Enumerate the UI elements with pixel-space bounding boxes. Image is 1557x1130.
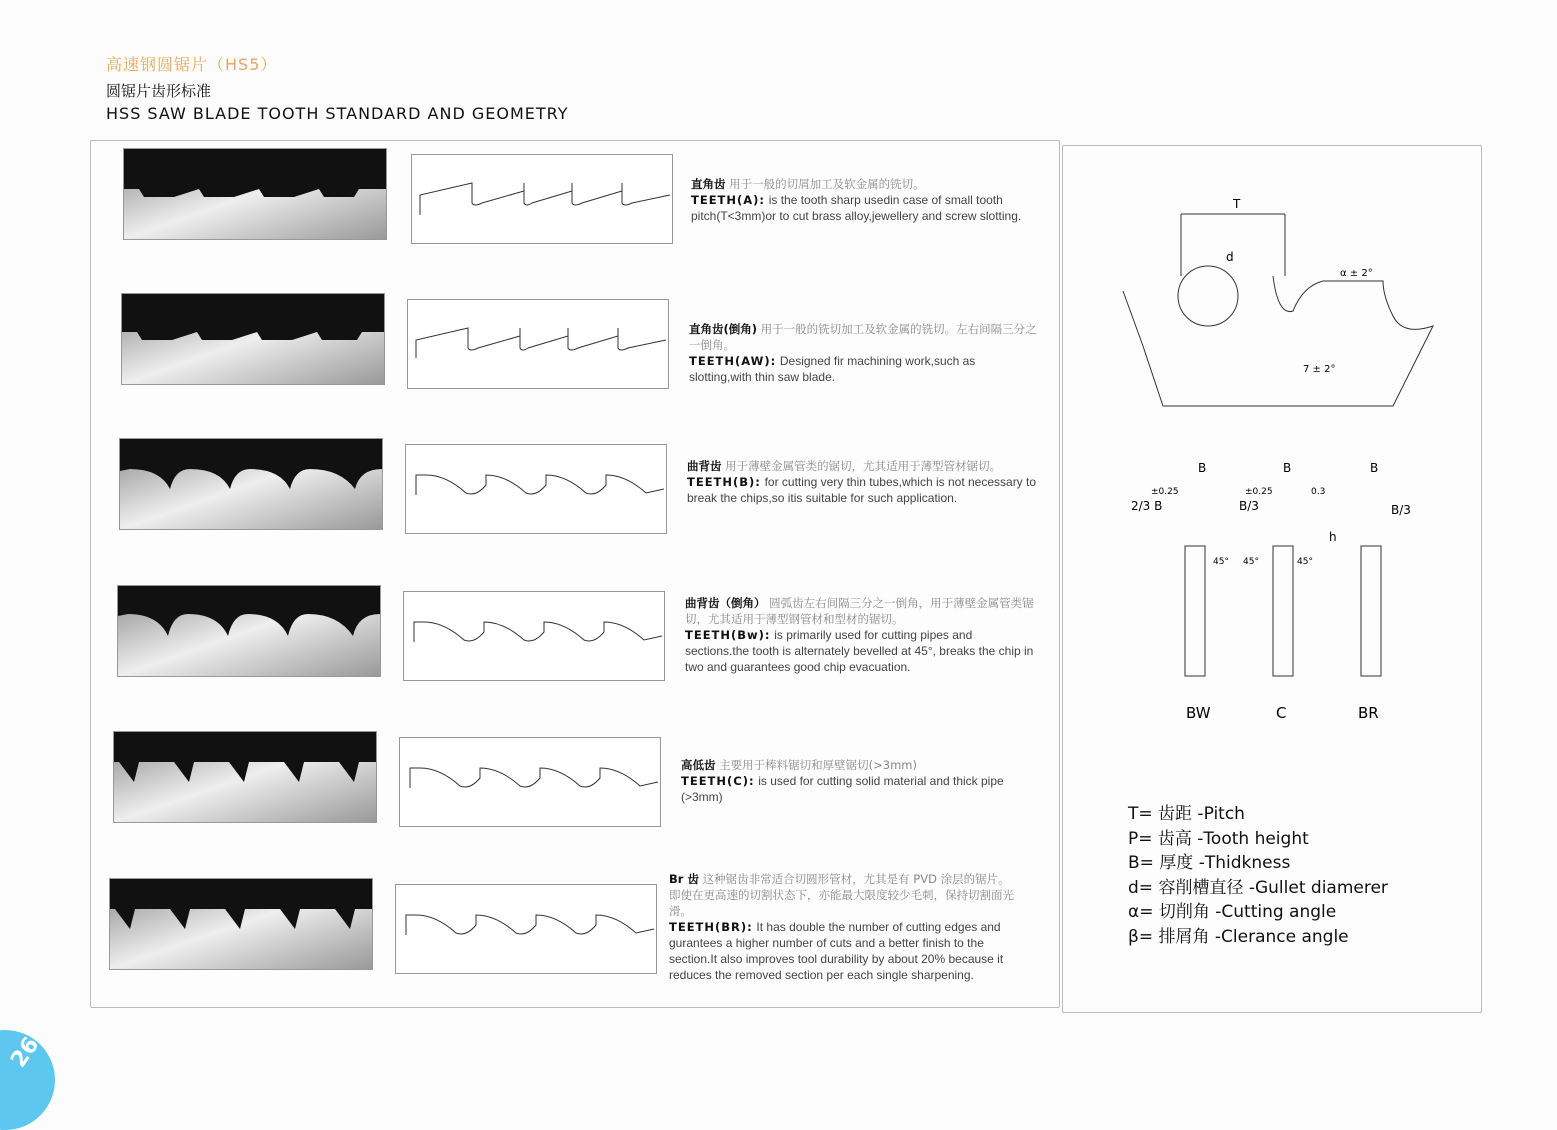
bw-angle-label: 45°: [1213, 557, 1229, 567]
blade-photo: [119, 438, 383, 530]
cutting-angle-label: α ± 2°: [1340, 268, 1373, 279]
series-title: 高速钢圆锯片（HS5）: [106, 55, 278, 74]
c-angle-right-label: 45°: [1297, 557, 1313, 567]
bw-tol-label: ±0.25: [1151, 487, 1179, 497]
blade-photo: [121, 293, 385, 385]
diameter-label: d: [1226, 250, 1234, 264]
legend-item: P= 齿高 -Tooth height: [1128, 828, 1309, 849]
tooth-description: 直角齿 用于一般的切屑加工及软金属的铣切。 TEETH(A): is the tooth sharp usedin case of small tooth pitch(T<3mm)or to cut brass alloy,jewellery and screw slotting.: [691, 177, 1022, 223]
blade-photo: [123, 148, 387, 240]
tooth-description: 高低齿 主要用于棒料锯切和厚壁锯切(>3mm) TEETH(C): is used for cutting solid material and thick pipe (>3mm): [681, 758, 1004, 804]
tooth-description: Br 齿 这种锯齿非常适合切圆形管材，尤其是有 PVD 涂层的锯片。即使在更高速的切割状态下，亦能最大限度较少毛刺，保持切割面光滑。 TEETH(BR): It has double the number of cutting edges and gurantees a higher number of cuts and a better finish to the section.It also improves tool durability by about 20% because it reduces the removed section per each single sharpening.: [669, 872, 1014, 982]
tooth-type-row-br: [91, 872, 1059, 982]
tooth-description: 直角齿(倒角) 用于一般的铣切加工及软金属的铣切。左右间隔三分之一倒角。 TEETH(AW): Designed fir machining work,such as slotting,with thin saw blade.: [689, 322, 1037, 384]
c-tol-label: ±0.25: [1245, 487, 1273, 497]
tooth-profile-drawing: [403, 591, 665, 681]
tooth-profile-drawing: [395, 884, 657, 974]
bw-offset-label: 2/3 B: [1131, 499, 1163, 513]
blade-photo: [109, 878, 373, 970]
clearance-angle-label: 7 ± 2°: [1303, 364, 1336, 375]
page-title: HSS SAW BLADE TOOTH STANDARD AND GEOMETRY: [106, 104, 569, 123]
tooth-type-row-bw: [91, 583, 1059, 683]
tooth-profile-drawing: [411, 154, 673, 244]
legend-item: α= 切削角 -Cutting angle: [1128, 902, 1337, 922]
tooth-type-row-aw: [91, 291, 1059, 391]
br-offset-val-label: 0.3: [1311, 487, 1326, 497]
symbol-legend: [1128, 802, 1388, 949]
legend-item: β= 排屑角 -Clerance angle: [1128, 926, 1349, 947]
legend-item: d= 容削槽直径 -Gullet diamerer: [1128, 877, 1388, 898]
tooth-profile-drawing: [399, 737, 661, 827]
br-b-label: B: [1370, 461, 1379, 475]
c-offset-label: B/3: [1239, 499, 1259, 513]
subtitle-cn: 圆锯片齿形标准: [106, 82, 212, 100]
tooth-geometry-diagram: [1063, 146, 1481, 746]
tooth-type-row-a: [91, 146, 1059, 246]
teeth-types-panel: [90, 140, 1060, 1008]
blade-photo: [113, 731, 377, 823]
bw-b-label: B: [1198, 461, 1207, 475]
legend-item: B= 厚度 -Thidkness: [1128, 853, 1291, 873]
c-h-label: h: [1329, 530, 1337, 544]
pitch-label: T: [1233, 197, 1241, 211]
page-number: 26: [6, 1032, 45, 1073]
tooth-profile-drawing: [407, 299, 669, 389]
tooth-description: 曲背齿 用于薄壁金属管类的锯切，尤其适用于薄型管材锯切。 TEETH(B): for cutting very thin tubes,which is not necessary to break the chips,so itis suitable for such application.: [687, 459, 1037, 505]
tooth-description: 曲背齿（倒角） 圆弧齿左右间隔三分之一倒角，用于薄壁金属管类锯切，尤其适用于薄型钢管材和型材的锯切。 TEETH(Bw): is primarily used for cutting pipes and sections.the tooth is alternately bevelled at 45°, breaks the chip in two and guarantees good chip evacuation.: [685, 596, 1034, 674]
br-profile-name: BR: [1358, 704, 1379, 722]
bw-profile-name: BW: [1186, 704, 1211, 722]
tooth-type-row-b: [91, 436, 1059, 536]
tooth-type-row-c: [91, 729, 1059, 829]
c-profile-name: C: [1276, 704, 1287, 722]
c-b-label: B: [1283, 461, 1292, 475]
c-angle-left-label: 45°: [1243, 557, 1259, 567]
blade-photo: [117, 585, 381, 677]
br-offset-label: B/3: [1391, 503, 1411, 517]
legend-item: T= 齿距 -Pitch: [1128, 804, 1245, 824]
tooth-profile-drawing: [405, 444, 667, 534]
